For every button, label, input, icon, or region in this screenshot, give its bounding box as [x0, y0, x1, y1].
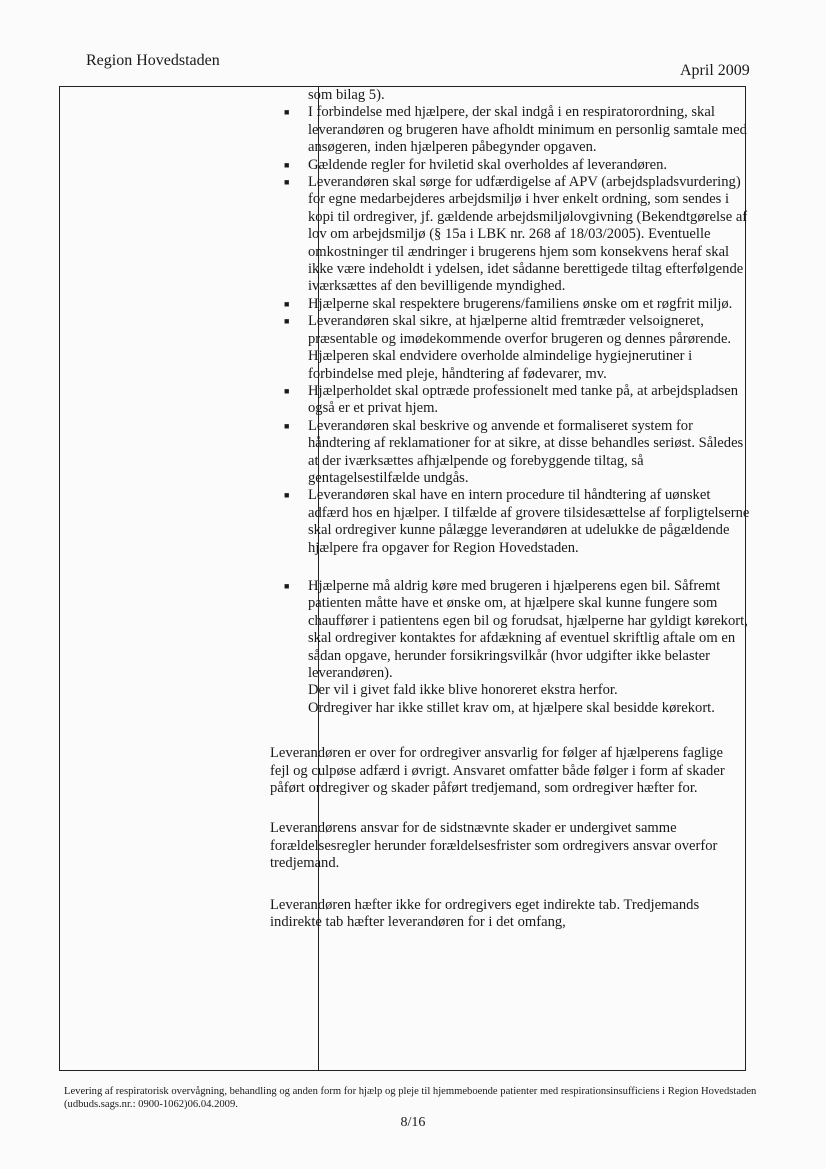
bullet-icon: ■: [284, 420, 290, 431]
continued-text: som bilag 5).: [308, 87, 385, 103]
list-item: ■ Leverandøren skal beskrive og anvende et formaliseret system for håndtering af reklamationer for at sikre, at disse behandles seriøst. Således at der iværksættes afhjælpende og forebyggende tiltag, så gentagelsestilfælde undgås.: [284, 417, 744, 486]
indirect-loss-paragraph: Leverandøren hæfter ikke for ordregivers eget indirekte tab. Tredjemands indirekte tab hæfter leverandøren for i det omfang,: [270, 896, 700, 931]
liability-paragraph: Leverandøren er over for ordregiver ansvarlig for følger af hjælperens faglige fejl og culpøse adfærd i øvrigt. Ansvaret omfatter både følger i form af skader påført ordregiver og skader påført tredjemand, som ordregiver hæfter for.: [270, 745, 725, 797]
header-date: April 2009: [680, 62, 750, 79]
list-item: ■ Leverandøren skal sikre, at hjælperne altid fremtræder velsoigneret, præsentable og imødekommende overfor brugeren og dennes pårørende. Hjælperen skal endvidere overholde almindelige hygiejnerutiner i forbindelse med pleje, håndtering af fødevarer, mv.: [284, 313, 732, 382]
list-item: ■ Leverandøren skal have en intern procedure til håndtering af uønsket adfærd hos en hjælper. I tilfælde af grovere tilsidesættelse af forpligtelserne skal ordregiver kunne pålægge leverandøren at udelukke de pågældende hjælpere fra opgaver for Region Hovedstaden.: [284, 487, 750, 556]
list-item: ■ I forbindelse med hjælpere, der skal indgå i en respiratorordning, skal leverandøren og brugeren have afholdt minimum en personlig samtale med ansøgeren, inden hjælperen påbegynder opgaven.: [284, 104, 747, 156]
bullet-icon: ■: [284, 316, 290, 327]
bullet-icon: ■: [284, 490, 290, 501]
header-organization: Region Hovedstaden: [86, 52, 220, 69]
bullet-continuation: Ordregiver har ikke stillet krav om, at hjælpere skal besidde kørekort.: [308, 699, 715, 716]
bullet-icon: ■: [284, 107, 290, 118]
list-item: ■ Hjælperne skal respektere brugerens/familiens ønske om et røgfrit miljø.: [284, 295, 733, 312]
bullet-icon: ■: [284, 159, 290, 170]
page-number: 8/16: [400, 1115, 426, 1130]
bullet-icon: ■: [284, 177, 290, 188]
bullet-icon: ■: [284, 580, 290, 591]
list-item: ■ Leverandøren skal sørge for udfærdigelse af APV (arbejdspladsvurdering) for egne medarbejderes arbejdsmiljø i hver enkelt ordning, som sendes i kopi til ordregiver, jf. gældende arbejdsmiljølovgivning (Bekendtgørelse af lov om arbejdsmiljø (§ 15a i LBK nr. 268 af 18/03/2005). Eventuelle omkostninger til ændringer i brugerens hjem som konsekvens heraf skal ikke være indeholdt i ydelsen, idet sådanne berettigede tiltag efterfølgende iværksættes af den bevilligende myndighed.: [284, 174, 748, 295]
requirements-list: [270, 104, 750, 682]
list-item: ■ Gældende regler for hviletid skal overholdes af leverandøren.: [284, 156, 668, 173]
requirements-cell: [270, 87, 750, 1070]
footer-note: Levering af respiratorisk overvågning, behandling og anden form for hjælp og pleje til hjemmeboende patienter med respirationsinsufficiens i Region Hovedstaden (udbuds.sags.nr.: 0900-1062)06.04.2009.: [64, 1086, 757, 1110]
list-item: ■ Hjælperholdet skal optræde professionelt med tanke på, at arbejdspladsen også er et privat hjem.: [284, 382, 738, 417]
bullet-icon: ■: [284, 385, 290, 396]
limitation-paragraph: Leverandørens ansvar for de sidstnævnte skader er undergivet samme forældelsesregler herunder forældelsesfrister som ordregivers ansvar overfor tredjemand.: [270, 820, 718, 872]
bullet-icon: ■: [284, 298, 290, 309]
list-item: ■ Hjælperne må aldrig køre med brugeren i hjælperens egen bil. Såfremt patienten måtte have et ønske om, at hjælpere skal kunne fungere som chauffører i patientens egen bil og forudsat, hjælperne har gyldigt kørekort, skal ordregiver kontaktes for afdækning af eventuel skriftlig aftale om en sådan opgave, herunder forsikringsvilkår (hvor udgifter ikke belaster leverandøren).: [284, 577, 748, 681]
bullet-continuation: Der vil i givet fald ikke blive honoreret ekstra herfor.: [308, 682, 618, 699]
